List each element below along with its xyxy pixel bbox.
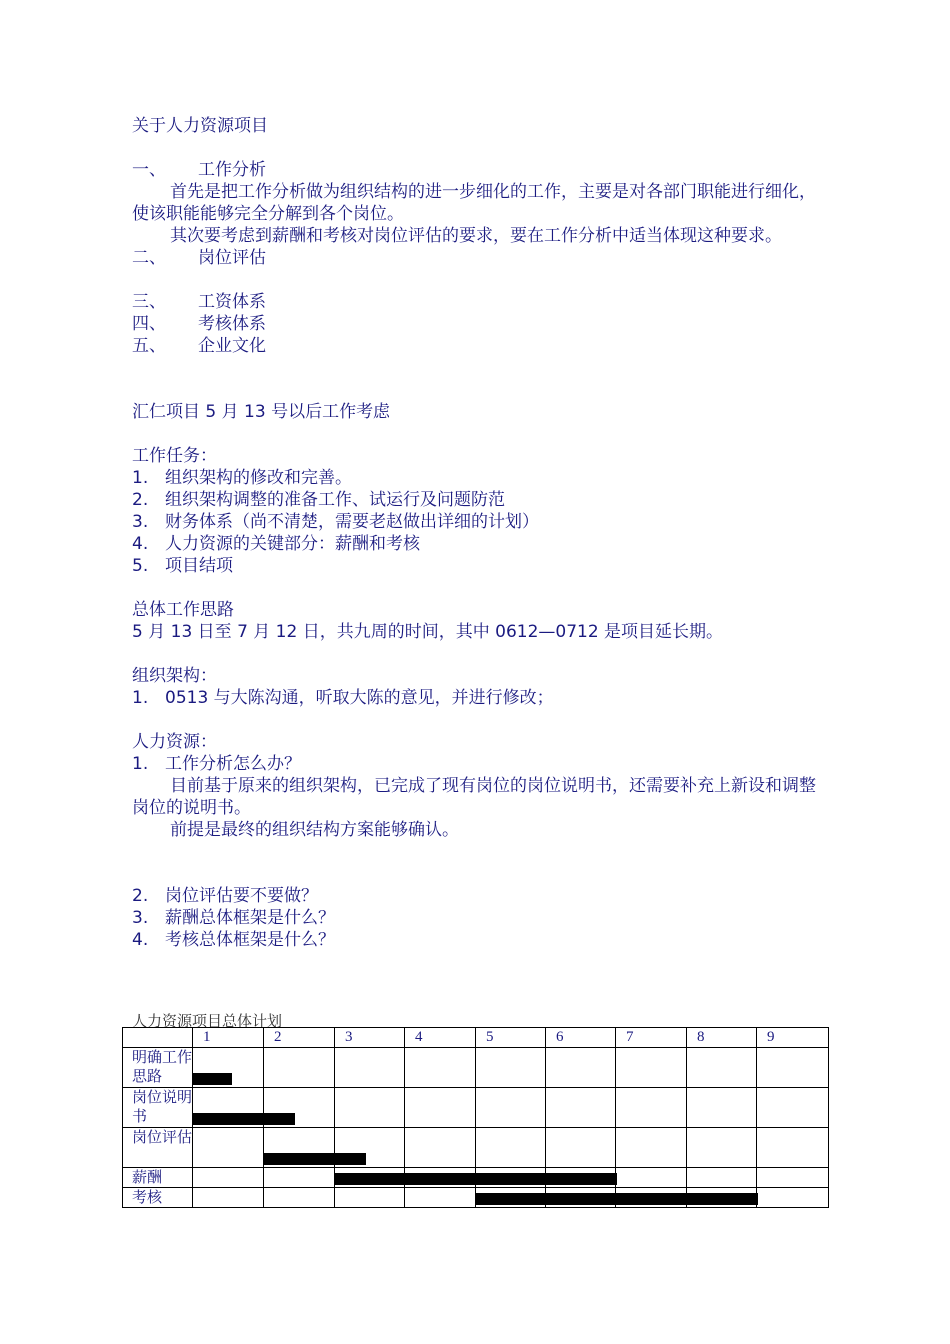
overall-text: 5 月 13 日至 7 月 12 日，共九周的时间，其中 0612—0712 是项目延长期。	[132, 622, 724, 642]
gantt-cell	[193, 1088, 264, 1128]
section-number: 五、	[132, 336, 166, 356]
section-label: 工资体系	[198, 292, 266, 312]
gantt-header-row	[123, 1028, 829, 1048]
gantt-cell	[264, 1048, 335, 1088]
gantt-cell	[476, 1128, 546, 1168]
hr-paragraph-1: 目前基于原来的组织架构，已完成了现有岗位的岗位说明书，还需要补充上新设和调整岗位的说明书。	[132, 776, 816, 818]
gantt-cell	[193, 1048, 264, 1088]
week-cell: 9	[757, 1028, 829, 1048]
section-number: 一、	[132, 160, 166, 180]
document-body	[132, 115, 822, 951]
list-number: 5.	[132, 556, 149, 576]
task-name: 薪酬	[123, 1168, 193, 1188]
gantt-cell	[546, 1048, 616, 1088]
project-title: 汇仁项目 5 月 13 号以后工作考虑	[132, 402, 391, 422]
list-text: 考核总体框架是什么？	[165, 930, 335, 950]
hr-heading: 人力资源：	[132, 732, 217, 752]
gantt-bar	[193, 1073, 232, 1085]
gantt-bar	[193, 1113, 295, 1125]
gantt-cell	[616, 1168, 687, 1188]
list-text: 财务体系（尚不清楚，需要老赵做出详细的计划）	[165, 512, 539, 532]
tasks-heading: 工作任务：	[132, 446, 217, 466]
analysis-paragraph-1: 首先是把工作分析做为组织结构的进一步细化的工作，主要是对各部门职能进行细化，使该职能能够完全分解到各个岗位。	[132, 182, 816, 224]
corner-cell	[123, 1028, 193, 1048]
list-text: 组织架构的修改和完善。	[165, 468, 352, 488]
gantt-bar	[334, 1173, 616, 1185]
gantt-cell	[476, 1088, 546, 1128]
gantt-cell	[193, 1168, 264, 1188]
gantt-cell	[757, 1048, 829, 1088]
list-item	[132, 929, 822, 951]
gantt-cell	[264, 1188, 335, 1208]
task-name: 考核	[123, 1188, 193, 1208]
gantt-row	[123, 1128, 829, 1168]
gantt-cell	[616, 1048, 687, 1088]
gantt-cell	[546, 1128, 616, 1168]
gantt-cell	[687, 1168, 757, 1188]
section-number: 二、	[132, 248, 166, 268]
gantt-bar	[475, 1193, 757, 1205]
gantt-row	[123, 1188, 829, 1208]
gantt-table	[122, 1027, 829, 1208]
week-cell: 6	[546, 1028, 616, 1048]
gantt-cell	[264, 1168, 335, 1188]
list-number: 4.	[132, 534, 149, 554]
section-heading	[132, 335, 822, 357]
gantt-cell	[546, 1088, 616, 1128]
task-name: 岗位说明书	[123, 1088, 193, 1128]
gantt-cell	[335, 1048, 405, 1088]
gantt-cell	[335, 1188, 405, 1208]
gantt-cell	[405, 1188, 476, 1208]
list-item	[132, 489, 822, 511]
gantt-cell	[687, 1048, 757, 1088]
list-number: 3.	[132, 512, 149, 532]
overall-heading: 总体工作思路	[132, 600, 234, 620]
list-item	[132, 511, 822, 533]
section-number: 三、	[132, 292, 166, 312]
week-cell: 1	[193, 1028, 264, 1048]
list-text: 组织架构调整的准备工作、试运行及问题防范	[165, 490, 505, 510]
gantt-row	[123, 1168, 829, 1188]
week-cell: 3	[335, 1028, 405, 1048]
gantt-cell	[405, 1048, 476, 1088]
list-text: 岗位评估要不要做？	[165, 886, 318, 906]
list-text: 项目结项	[165, 556, 233, 576]
section-heading	[132, 159, 822, 181]
gantt-cell	[616, 1128, 687, 1168]
gantt-cell	[757, 1168, 829, 1188]
list-item	[132, 885, 822, 907]
gantt-cell	[757, 1088, 829, 1128]
gantt-cell	[687, 1088, 757, 1128]
gantt-row	[123, 1088, 829, 1128]
list-number: 2.	[132, 886, 149, 906]
gantt-cell	[193, 1188, 264, 1208]
gantt-bar	[264, 1153, 366, 1165]
list-item	[132, 533, 822, 555]
week-cell: 7	[616, 1028, 687, 1048]
analysis-paragraph-2: 其次要考虑到薪酬和考核对岗位评估的要求，要在工作分析中适当体现这种要求。	[170, 226, 782, 246]
list-text: 薪酬总体框架是什么？	[165, 908, 335, 928]
plan-caption: 人力资源项目总体计划	[132, 1014, 283, 1030]
section-heading	[132, 247, 822, 269]
list-number: 1.	[132, 754, 149, 774]
week-cell: 4	[405, 1028, 476, 1048]
section-label: 企业文化	[198, 336, 266, 356]
list-item	[132, 555, 822, 577]
gantt-cell	[193, 1128, 264, 1168]
gantt-cell	[405, 1088, 476, 1128]
section-heading	[132, 291, 822, 313]
hr-paragraph-2: 前提是最终的组织结构方案能够确认。	[170, 820, 459, 840]
list-number: 4.	[132, 930, 149, 950]
org-heading: 组织架构：	[132, 666, 217, 686]
list-item	[132, 753, 822, 775]
list-text: 工作分析怎么办？	[165, 754, 301, 774]
list-number: 3.	[132, 908, 149, 928]
list-text: 人力资源的关键部分：薪酬和考核	[165, 534, 420, 554]
section-label: 考核体系	[198, 314, 266, 334]
gantt-cell	[476, 1048, 546, 1088]
section-heading	[132, 313, 822, 335]
task-name: 岗位评估	[123, 1128, 193, 1168]
list-item	[132, 687, 822, 709]
list-item	[132, 467, 822, 489]
gantt-cell	[757, 1188, 829, 1208]
gantt-cell	[687, 1128, 757, 1168]
section-label: 工作分析	[198, 160, 266, 180]
gantt-cell	[405, 1128, 476, 1168]
gantt-cell	[616, 1088, 687, 1128]
task-name: 明确工作思路	[123, 1048, 193, 1088]
list-number: 1.	[132, 468, 149, 488]
list-item	[132, 907, 822, 929]
section-number: 四、	[132, 314, 166, 334]
list-text: 0513 与大陈沟通，听取大陈的意见，并进行修改；	[165, 688, 554, 708]
list-number: 1.	[132, 688, 149, 708]
doc-title: 关于人力资源项目	[132, 116, 268, 136]
week-cell: 5	[476, 1028, 546, 1048]
gantt-row	[123, 1048, 829, 1088]
list-number: 2.	[132, 490, 149, 510]
gantt-cell	[757, 1128, 829, 1168]
gantt-cell	[335, 1088, 405, 1128]
section-label: 岗位评估	[198, 248, 266, 268]
week-cell: 2	[264, 1028, 335, 1048]
week-cell: 8	[687, 1028, 757, 1048]
